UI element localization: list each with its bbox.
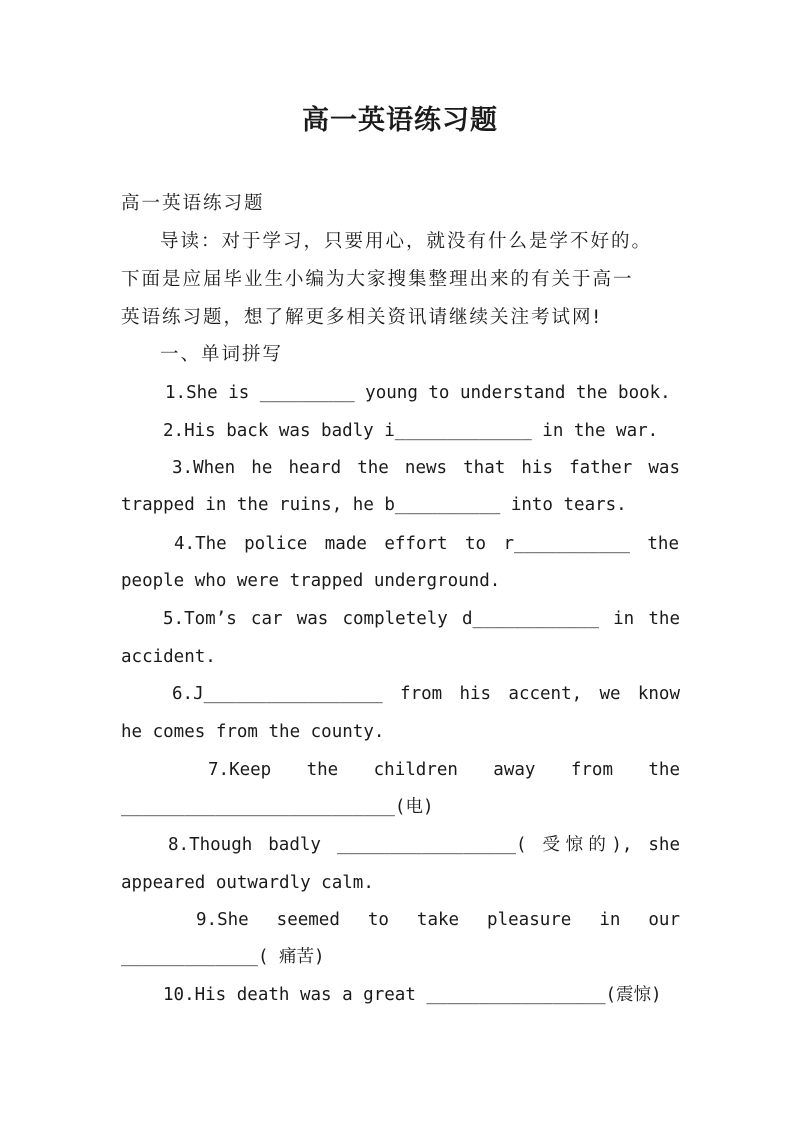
question-6-line-1: 6.J_________________ from his accent, we know — [172, 684, 680, 704]
question-3-line-2: trapped in the ruins, he b__________ into tears. — [121, 495, 627, 515]
question-6-line-2: he comes from the county. — [121, 722, 385, 742]
question-7-line-1: 7.Keep the children away from the — [208, 760, 680, 780]
question-5-line-1: 5.Tom’s car was completely d____________ in the — [163, 609, 680, 629]
question-8-line-2: appeared outwardly calm. — [121, 873, 374, 893]
question-3-line-1: 3.When he heard the news that his father was — [172, 458, 680, 478]
intro-line-2: 下面是应届毕业生小编为大家搜集整理出来的有关于高一 — [121, 269, 634, 290]
question-4-line-1: 4.The police made effort to r___________ the — [174, 534, 679, 554]
intro-line-1: 导读：对于学习，只要用心，就没有什么是学不好的。 — [160, 231, 653, 252]
intro-line-3: 英语练习题，想了解更多相关资讯请继续关注考试网! — [121, 307, 602, 328]
question-8-line-1: 8.Though badly _________________( 受惊的), she — [168, 835, 680, 855]
question-1: 1.She is _________ young to understand the book. — [165, 383, 671, 403]
question-9-line-2: _____________( 痛苦) — [121, 947, 325, 967]
document-title: 高一英语练习题 — [302, 105, 498, 136]
subtitle: 高一英语练习题 — [121, 193, 265, 214]
question-5-line-2: accident. — [121, 647, 216, 667]
question-4-line-2: people who were trapped underground. — [121, 571, 501, 591]
question-10: 10.His death was a great _________________(震惊) — [163, 985, 662, 1005]
question-9-line-1: 9.She seemed to take pleasure in our — [196, 910, 680, 930]
question-7-line-2: __________________________(电) — [121, 797, 434, 817]
question-2: 2.His back was badly i_____________ in the war. — [163, 421, 659, 441]
section-heading: 一、单词拼写 — [160, 344, 284, 365]
